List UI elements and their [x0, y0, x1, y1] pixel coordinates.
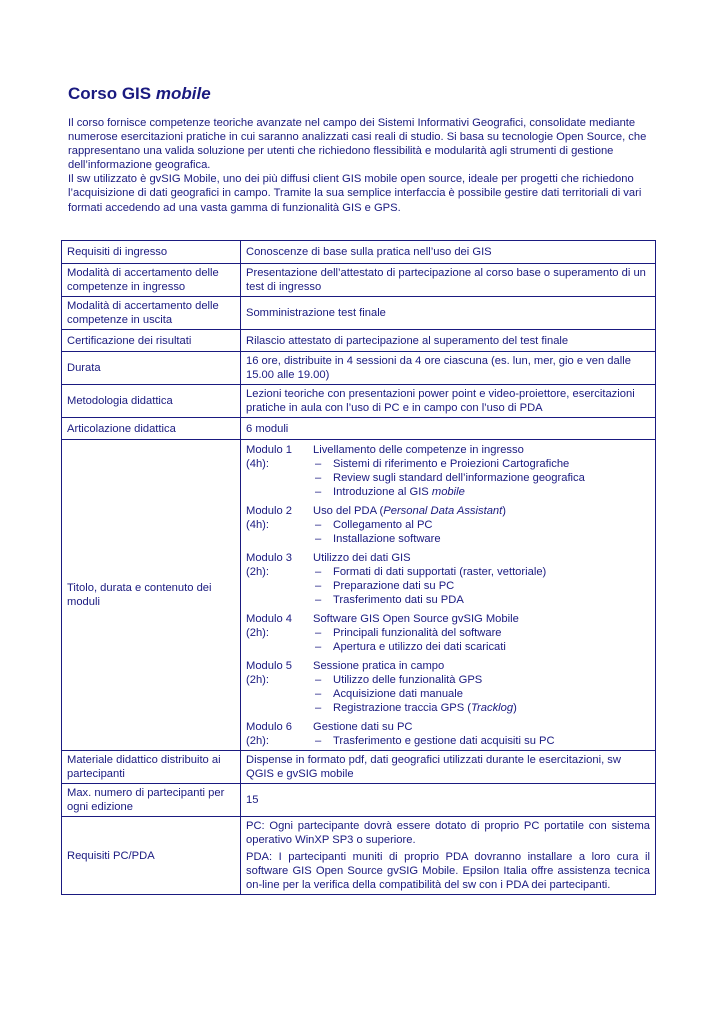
module-number: Modulo 3	[246, 552, 293, 564]
dash-bullet: –	[315, 519, 322, 531]
module-body	[313, 551, 650, 607]
row-label: Metodologia didattica	[62, 385, 241, 418]
row-value: Rilascio attestato di partecipazione al superamento del test finale	[241, 330, 656, 352]
topic-item	[313, 532, 650, 546]
topic-text: Acquisizione dati manuale	[333, 688, 463, 700]
module-hours: (2h):	[246, 735, 270, 747]
module-number: Modulo 2	[246, 505, 293, 517]
topic-item	[313, 640, 650, 654]
module-topics	[313, 518, 650, 546]
intro-paragraph: Il corso fornisce competenze teoriche avanzate nel campo dei Sistemi Informativi Geografici, consolidate mediante numerose esercitazioni pratiche in cui saranno analizzati casi reali di studio. Si basa su tecnologie Open Source, che rappresentano una valida soluzione per utenti che richiedono flessibilità e modularità agli strumenti di gestione dell’informazione geografica.	[68, 117, 647, 172]
topic-item	[313, 471, 650, 485]
dash-bullet: –	[315, 458, 322, 470]
dash-bullet: –	[315, 702, 322, 714]
module-number: Modulo 4	[246, 613, 293, 625]
module-title-text: Sessione pratica in campo	[313, 660, 445, 672]
module-body	[313, 443, 650, 499]
module-title-text: Uso del PDA (	[313, 505, 384, 517]
topic-text: Formati di dati supportati (raster, vettoriale)	[333, 566, 547, 578]
modules-cell	[241, 440, 656, 751]
document-page	[68, 84, 656, 215]
topic-italic: mobile	[431, 486, 465, 498]
table-row	[62, 264, 656, 297]
table-row	[62, 440, 656, 751]
row-value: Dispense in formato pdf, dati geografici utilizzati durante le esercitazioni, sw QGIS e gvSIG mobile	[241, 751, 656, 784]
dash-bullet: –	[315, 566, 322, 578]
table-row	[62, 418, 656, 440]
topic-text: Trasferimento e gestione dati acquisiti su PC	[333, 735, 555, 747]
topic-text: Review sugli standard dell’informazione geografica	[333, 472, 585, 484]
table-row	[62, 330, 656, 352]
module-body	[313, 612, 650, 654]
module-name	[246, 551, 313, 607]
dash-bullet: –	[315, 533, 322, 545]
table-row	[62, 241, 656, 264]
module-topics	[313, 734, 650, 748]
row-label: Titolo, durata e contenuto dei moduli	[62, 440, 241, 751]
topic-text: Collegamento al PC	[333, 519, 433, 531]
row-label: Materiale didattico distribuito ai partecipanti	[62, 751, 241, 784]
intro-text	[68, 116, 656, 215]
module-topics	[313, 565, 650, 607]
topic-item	[313, 593, 650, 607]
dash-bullet: –	[315, 486, 322, 498]
row-value: 15	[241, 784, 656, 817]
module-hours: (4h):	[246, 458, 270, 470]
row-label: Max. numero di partecipanti per ogni edizione	[62, 784, 241, 817]
topic-end: )	[513, 702, 517, 714]
table-row	[62, 784, 656, 817]
module-title-end: )	[502, 505, 506, 517]
topic-text: Apertura e utilizzo dei dati scaricati	[333, 641, 506, 653]
module-title	[313, 551, 650, 565]
dash-bullet: –	[315, 472, 322, 484]
module-number: Modulo 5	[246, 660, 293, 672]
topic-text: Installazione software	[333, 533, 441, 545]
table-row	[62, 385, 656, 418]
table-row	[62, 297, 656, 330]
topic-text: Utilizzo delle funzionalità GPS	[333, 674, 483, 686]
dash-bullet: –	[315, 641, 322, 653]
row-label: Certificazione dei risultati	[62, 330, 241, 352]
dash-bullet: –	[315, 688, 322, 700]
module-name	[246, 659, 313, 715]
module-title-text: Utilizzo dei dati GIS	[313, 552, 411, 564]
topic-text: Preparazione dati su PC	[333, 580, 455, 592]
row-label: Articolazione didattica	[62, 418, 241, 440]
module-body	[313, 504, 650, 546]
module-title-italic: Personal Data Assistant	[383, 505, 503, 517]
intro-paragraph: Il sw utilizzato è gvSIG Mobile, uno dei più diffusi client GIS mobile open source, ideale per progetti che richiedono l’acquisizione di dati geografici in campo. Tramite la sua semplice interfaccia è possibile gestire dati territoriali di vari formati accedendo ad una vasta gamma di funzionalità GIS e GPS.	[68, 173, 642, 214]
row-label: Requisiti PC/PDA	[62, 817, 241, 895]
row-label: Requisiti di ingresso	[62, 241, 241, 264]
row-value: 6 moduli	[241, 418, 656, 440]
course-info-table	[61, 240, 656, 895]
topic-item	[313, 734, 650, 748]
module-title	[313, 612, 650, 626]
module-topics	[313, 457, 650, 499]
page-title	[68, 84, 656, 104]
module-title-text: Gestione dati su PC	[313, 721, 413, 733]
row-label: Modalità di accertamento delle competenze in ingresso	[62, 264, 241, 297]
module-hours: (2h):	[246, 674, 270, 686]
topic-text: Registrazione traccia GPS (	[333, 702, 472, 714]
topic-item	[313, 565, 650, 579]
topic-item	[313, 673, 650, 687]
modules-list	[246, 442, 650, 748]
module-hours: (2h):	[246, 627, 270, 639]
topic-italic: Tracklog	[471, 702, 514, 714]
title-main: Corso GIS	[68, 84, 152, 103]
row-label: Durata	[62, 352, 241, 385]
module-title	[313, 504, 650, 518]
module-name	[246, 504, 313, 546]
row-value: Conoscenze di base sulla pratica nell’uso dei GIS	[241, 241, 656, 264]
module-body	[313, 720, 650, 748]
module-name	[246, 443, 313, 499]
module-body	[313, 659, 650, 715]
module-number: Modulo 1	[246, 444, 293, 456]
module-name	[246, 612, 313, 654]
topic-text: Sistemi di riferimento e Proiezioni Cartografiche	[333, 458, 570, 470]
topic-item	[313, 457, 650, 471]
row-value: Presentazione dell’attestato di partecipazione al corso base o superamento di un test di ingresso	[241, 264, 656, 297]
topic-item	[313, 485, 650, 499]
row-value: Somministrazione test finale	[241, 297, 656, 330]
module-title	[313, 443, 650, 457]
topic-text: Trasferimento dati su PDA	[333, 594, 464, 606]
pc-paragraph: PDA: I partecipanti muniti di proprio PDA dovranno installare a loro cura il software GIS Open Source gvSIG Mobile. Epsilon Italia offre assistenza tecnica on-line per la verifica della compatibilità del sw con i PDA dei partecipanti.	[246, 851, 650, 891]
topic-text: Introduzione al GIS	[333, 486, 432, 498]
dash-bullet: –	[315, 580, 322, 592]
module-name	[246, 720, 313, 748]
row-value: 16 ore, distribuite in 4 sessioni da 4 ore ciascuna (es. lun, mer, gio e ven dalle 15.00 alle 19.00)	[241, 352, 656, 385]
row-value: Lezioni teoriche con presentazioni power point e video-proiettore, esercitazioni pratiche in aula con l’uso di PC e in campo con l’uso di PDA	[241, 385, 656, 418]
table-row	[62, 352, 656, 385]
module-title-text: Software GIS Open Source gvSIG Mobile	[313, 613, 519, 625]
row-label: Modalità di accertamento delle competenze in uscita	[62, 297, 241, 330]
dash-bullet: –	[315, 594, 322, 606]
title-italic: mobile	[155, 84, 211, 103]
module-hours: (4h):	[246, 519, 270, 531]
module-topics	[313, 626, 650, 654]
module-title	[313, 720, 650, 734]
module-number: Modulo 6	[246, 721, 293, 733]
topic-item	[313, 687, 650, 701]
table-row	[62, 817, 656, 895]
pc-paragraph: PC: Ogni partecipante dovrà essere dotato di proprio PC portatile con sistema operativo WinXP SP3 o superiore.	[246, 820, 650, 846]
topic-text: Principali funzionalità del software	[333, 627, 502, 639]
module-title	[313, 659, 650, 673]
topic-item	[313, 626, 650, 640]
pc-requirements	[241, 817, 656, 895]
module-hours: (2h):	[246, 566, 270, 578]
dash-bullet: –	[315, 674, 322, 686]
topic-item	[313, 701, 650, 715]
dash-bullet: –	[315, 735, 322, 747]
dash-bullet: –	[315, 627, 322, 639]
module-topics	[313, 673, 650, 715]
topic-item	[313, 518, 650, 532]
module-title-text: Livellamento delle competenze in ingresso	[313, 444, 524, 456]
topic-item	[313, 579, 650, 593]
table-row	[62, 751, 656, 784]
